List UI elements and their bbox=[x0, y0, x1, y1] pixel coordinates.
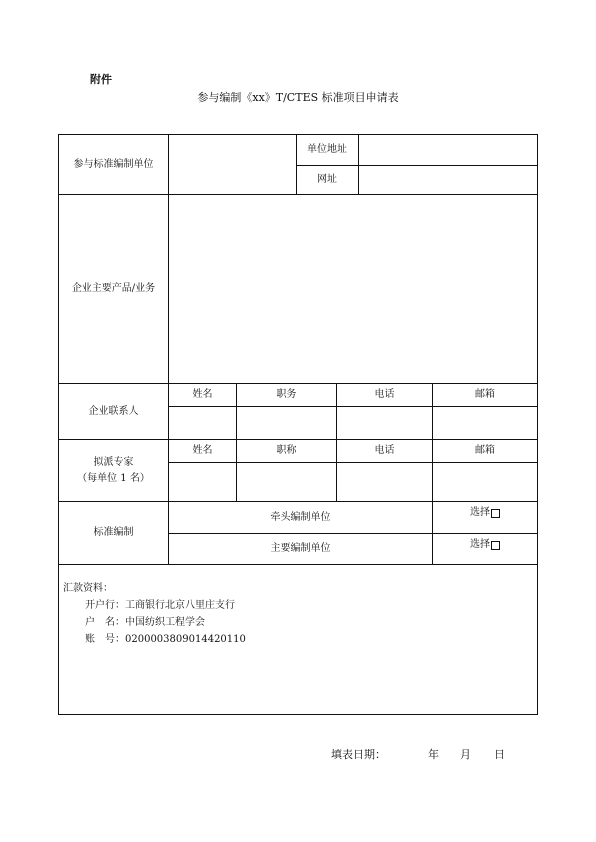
document-title: 参与编制《xx》T/CTES 标准项目申请表 bbox=[197, 91, 399, 104]
row-divider bbox=[59, 564, 537, 565]
main-unit-label: 主要编制单位 bbox=[270, 543, 331, 554]
fill-date-year: 年 bbox=[428, 748, 439, 761]
main-unit-select[interactable] bbox=[433, 536, 537, 554]
attachment-label: 附件 bbox=[90, 73, 112, 86]
remittance-info bbox=[63, 580, 246, 648]
address-label: 单位地址 bbox=[307, 144, 347, 155]
select-label: 选择 bbox=[470, 507, 490, 518]
checkbox-icon[interactable] bbox=[491, 509, 500, 518]
fill-date-day: 日 bbox=[494, 748, 505, 761]
remittance-account-name: 户 名：中国纺织工程学会 bbox=[85, 617, 205, 628]
fill-date-month: 月 bbox=[460, 748, 471, 761]
remittance-title: 汇款资料： bbox=[63, 583, 113, 594]
expert-header-phone: 电话 bbox=[374, 445, 395, 456]
fill-date-label: 填表日期： bbox=[331, 748, 386, 761]
contact-header-email: 邮箱 bbox=[475, 389, 495, 400]
expert-header-email: 邮箱 bbox=[475, 445, 495, 456]
lead-unit-select[interactable] bbox=[433, 504, 537, 522]
checkbox-icon[interactable] bbox=[491, 541, 500, 550]
contact-header-position: 职务 bbox=[276, 389, 297, 400]
contact-header-name: 姓名 bbox=[192, 389, 213, 400]
remittance-bank: 开户行：工商银行北京八里庄支行 bbox=[85, 600, 235, 611]
expert-label bbox=[59, 440, 168, 501]
select-label: 选择 bbox=[470, 539, 490, 550]
cell-divider bbox=[169, 462, 537, 463]
remittance-account-no: 账 号：0200003809014420110 bbox=[85, 634, 246, 645]
expert-label-line1: 拟派专家 bbox=[93, 456, 134, 468]
unit-label: 参与标准编制单位 bbox=[73, 158, 154, 170]
lead-unit-label: 牵头编制单位 bbox=[270, 511, 331, 523]
expert-header-name: 姓名 bbox=[192, 445, 213, 456]
compile-label: 标准编制 bbox=[93, 527, 134, 538]
expert-label-line2: （每单位 1 名） bbox=[77, 472, 150, 484]
col-divider bbox=[358, 135, 359, 194]
cell-divider bbox=[169, 406, 537, 407]
business-label: 企业主要产品/业务 bbox=[71, 283, 156, 294]
contact-header-phone: 电话 bbox=[374, 389, 395, 400]
col-divider bbox=[168, 135, 169, 564]
contact-label: 企业联系人 bbox=[88, 405, 139, 417]
expert-header-title: 职称 bbox=[276, 445, 297, 456]
website-label: 网址 bbox=[317, 174, 337, 185]
